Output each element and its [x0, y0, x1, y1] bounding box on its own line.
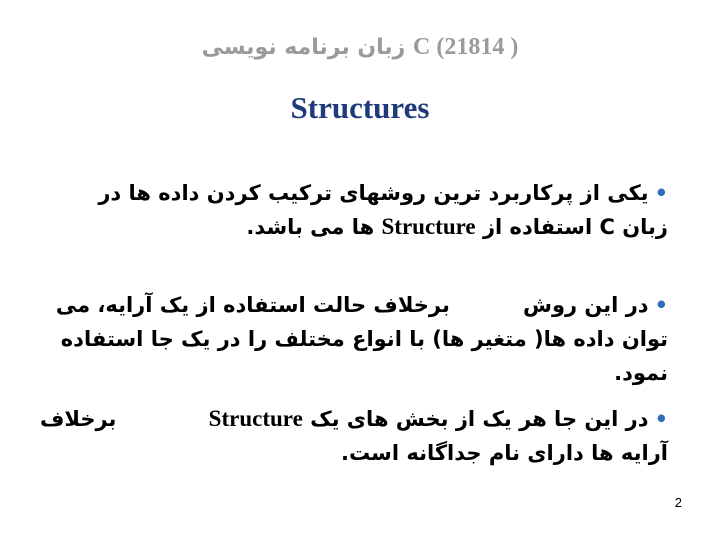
bullet-3-line-2: آرایه ها دارای نام جداگانه است.	[340, 441, 668, 465]
aside-word: برخلاف	[40, 407, 117, 431]
bullet-1-line-2-pre: زبان C استفاده از	[482, 215, 668, 239]
bullet-1-line-2-post: ها می باشد.	[246, 215, 375, 239]
bullet-3-line-1-pre: در این جا هر یک از بخش های یک	[310, 407, 649, 431]
slide-header	[0, 34, 720, 61]
bullet-2	[48, 288, 668, 390]
page-number: 2	[674, 495, 682, 510]
header-code: C (21814 )	[413, 34, 519, 60]
bullet-dot-icon: •	[654, 293, 668, 317]
bullet-3-term: Structure	[208, 406, 303, 431]
bullet-dot-icon: •	[654, 181, 668, 205]
bullet-2-line-1: در این روش برخلاف حالت استفاده از یک آرایه، می	[55, 293, 649, 317]
header-persian: زبان برنامه نویسی	[201, 35, 406, 60]
bullet-1-line-1: یکی از پرکاربرد ترین روشهای ترکیب کردن داده ها در	[98, 181, 649, 205]
bullet-dot-icon: •	[654, 407, 668, 431]
slide-title: Structures	[290, 90, 430, 125]
bullet-1	[48, 176, 668, 244]
bullet-2-line-2: توان داده ها( متغیر ها) با انواع مختلف را در یک جا استفاده نمود.	[60, 327, 668, 385]
bullet-1-term: Structure	[381, 214, 476, 239]
bullet-3	[48, 402, 668, 470]
